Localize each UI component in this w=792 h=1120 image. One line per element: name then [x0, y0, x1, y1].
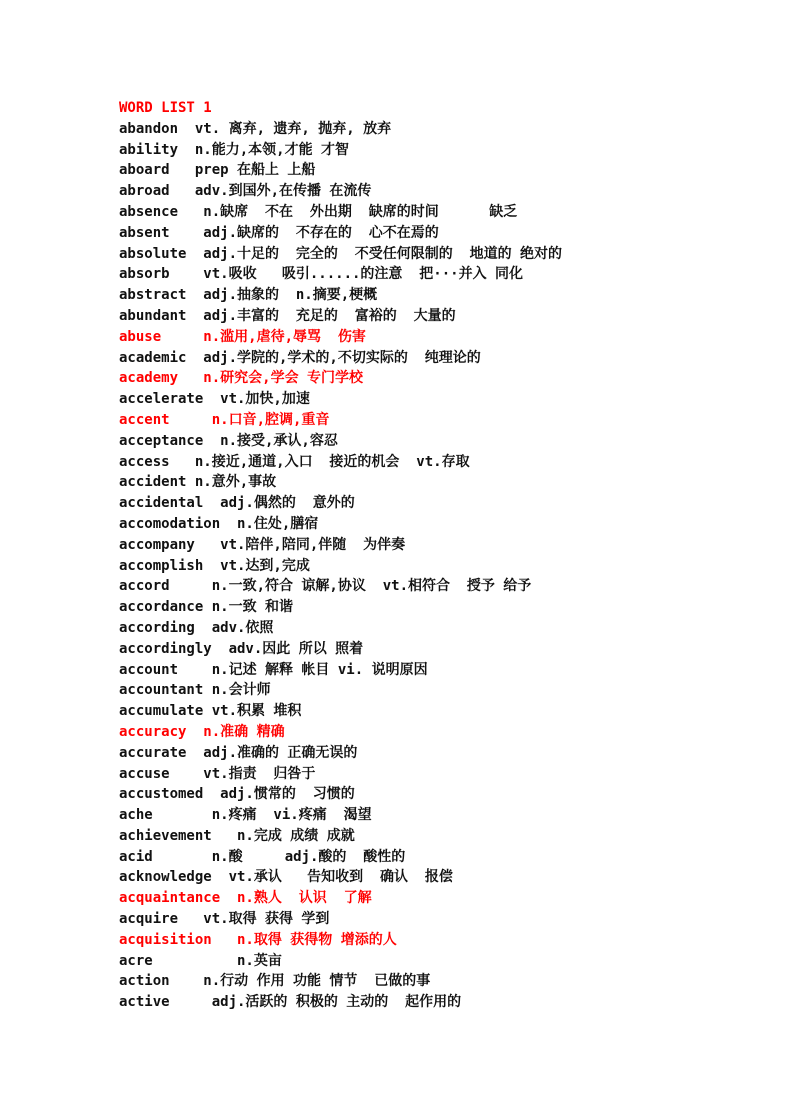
word-list-title: WORD LIST 1: [119, 100, 212, 116]
word-entry: accordance n.一致 和谐: [119, 599, 294, 616]
word-entry: absence n.缺席 不在 外出期 缺席的时间 缺乏: [119, 203, 518, 220]
word-entry: accomplish vt.达到,完成: [119, 557, 310, 574]
word-entry: ability n.能力,本领,才能 才智: [119, 141, 350, 158]
word-entry: abroad adv.到国外,在传播 在流传: [119, 183, 372, 200]
word-entry: accord n.一致,符合 谅解,协议 vt.相符合 授予 给予: [119, 578, 532, 595]
word-entry: active adj.活跃的 积极的 主动的 起作用的: [119, 994, 462, 1011]
word-entry: ache n.疼痛 vi.疼痛 渴望: [119, 807, 372, 824]
word-entry: accent n.口音,腔调,重音: [119, 411, 330, 428]
word-entry: accident n.意外,事故: [119, 474, 277, 491]
word-entry: accurate adj.准确的 正确无误的: [119, 744, 358, 761]
word-entry: account n.记述 解释 帐目 vi. 说明原因: [119, 661, 428, 678]
word-entry: accidental adj.偶然的 意外的: [119, 495, 355, 512]
word-entry: abundant adj.丰富的 充足的 富裕的 大量的: [119, 307, 456, 324]
word-entry: abuse n.滥用,虐待,辱骂 伤害: [119, 328, 366, 345]
word-entry: accelerate vt.加快,加速: [119, 391, 310, 408]
word-entry: absorb vt.吸收 吸引......的注意 把···并入 同化: [119, 266, 524, 283]
word-entry: acid n.酸 adj.酸的 酸性的: [119, 848, 406, 865]
word-entry: academic adj.学院的,学术的,不切实际的 纯理论的: [119, 349, 481, 366]
word-entry: absent adj.缺席的 不存在的 心不在焉的: [119, 224, 439, 241]
word-entry: accordingly adv.因此 所以 照着: [119, 640, 364, 657]
word-entry: acknowledge vt.承认 告知收到 确认 报偿: [119, 869, 453, 886]
word-entry: abstract adj.抽象的 n.摘要,梗概: [119, 287, 378, 304]
word-entry: acquire vt.取得 获得 学到: [119, 911, 330, 928]
word-entry: accuse vt.指责 归咎于: [119, 765, 316, 782]
word-entry: accustomed adj.惯常的 习惯的: [119, 786, 355, 803]
word-list-page: [119, 98, 759, 1013]
word-entry: absolute adj.十足的 完全的 不受任何限制的 地道的 绝对的: [119, 245, 563, 262]
word-entry: accumulate vt.积累 堆积: [119, 703, 302, 720]
word-entry: action n.行动 作用 功能 情节 已做的事: [119, 973, 431, 990]
word-entries: [119, 119, 759, 1013]
word-entry: accountant n.会计师: [119, 682, 271, 699]
word-entry: abandon vt. 离弃, 遗弃, 抛弃, 放弃: [119, 120, 392, 137]
word-entry: academy n.研究会,学会 专门学校: [119, 370, 364, 387]
word-entry: acceptance n.接受,承认,容忍: [119, 432, 338, 449]
word-entry: accompany vt.陪伴,陪同,伴随 为伴奏: [119, 536, 406, 553]
word-entry: acre n.英亩: [119, 952, 282, 969]
word-entry: acquaintance n.熟人 认识 了解: [119, 890, 372, 907]
word-entry: acquisition n.取得 获得物 增添的人: [119, 931, 397, 948]
word-entry: according adv.依照: [119, 619, 274, 636]
word-entry: achievement n.完成 成绩 成就: [119, 827, 355, 844]
word-entry: accomodation n.住处,膳宿: [119, 515, 319, 532]
word-entry: aboard prep 在船上 上船: [119, 162, 316, 179]
word-entry: access n.接近,通道,入口 接近的机会 vt.存取: [119, 453, 470, 470]
word-entry: accuracy n.准确 精确: [119, 723, 285, 740]
